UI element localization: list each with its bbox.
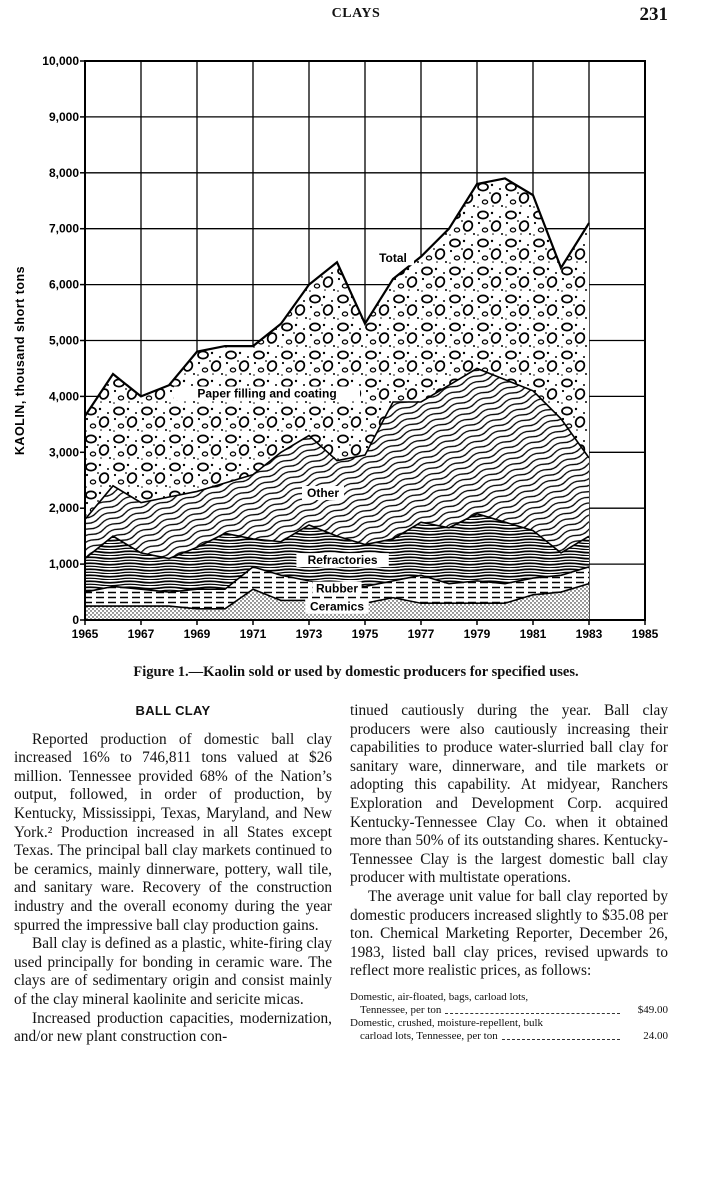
label-rubber: Rubber: [316, 581, 358, 596]
x-tick-label: 1985: [631, 627, 659, 641]
leader-dots: [502, 1030, 620, 1040]
y-tick-label: 3,000: [48, 445, 79, 460]
y-tick-label: 8,000: [48, 165, 79, 180]
paragraph: Increased production capacities, modernization, and/or new plant construction con-: [14, 1009, 332, 1046]
section-heading: BALL CLAY: [135, 703, 211, 718]
x-tick-label: 1967: [127, 627, 155, 641]
x-tick-label: 1965: [71, 627, 99, 641]
x-tick-label: 1973: [295, 627, 323, 641]
price-desc-line1: Domestic, crushed, moisture-repellent, bulk: [350, 1016, 544, 1029]
y-tick-label: 6,000: [48, 277, 79, 292]
y-tick-labels: [42, 54, 79, 627]
leader-dots: [445, 1004, 620, 1014]
label-total: Total: [379, 251, 407, 266]
price-list: [350, 991, 668, 1043]
running-title: CLAYS: [331, 6, 381, 21]
label-other: Other: [306, 486, 340, 501]
x-tick-label: 1969: [183, 627, 211, 641]
paragraph: tinued cautiously during the year. Ball clay producers were also cautiously increasing their capabilities to produce water-slurried ball clay for sanitary ware, dinnerware, and tile markets or adopting this capability. At midyear, Ranchers Exploration and Development Corp. acquired Kentucky-Tennessee Clay Co. when it obtained more than 50% of its outstanding shares. Kentucky-Tennessee Clay is the largest domestic ball clay producer with multistate operations.: [350, 702, 668, 887]
y-tick-label: 2,000: [48, 501, 79, 516]
x-tick-label: 1977: [407, 627, 435, 641]
x-tick-labels: [72, 627, 659, 641]
page-number: 231: [639, 4, 668, 25]
y-tick-label: 10,000: [42, 54, 79, 68]
label-paper-filling: Paper filling and coating: [197, 386, 337, 401]
price-value: $49.00: [637, 1003, 668, 1016]
price-item: [350, 1017, 668, 1043]
y-tick-label: 0: [72, 613, 79, 627]
label-ceramics: Ceramics: [309, 599, 365, 614]
paragraph: Reported production of domestic ball clay increased 16% to 746,811 tons valued at $26 million. Tennessee provided 68% of the Nation’s output, followed, in order of production, by Kentucky, Mississippi, Texas, Maryland, and New York.² Production increased in all States except Texas. The principal ball clay markets continued to be ceramics, mainly dinnerware, pottery, wall tile, and sanitary ware. Recovery of the construction industry and the overall economy during the year spurred the impressive ball clay production gains.: [14, 730, 332, 934]
label-refractories: Refractories: [307, 553, 378, 568]
figure-caption: Figure 1.—Kaolin sold or used by domestic producers for specified uses.: [133, 664, 579, 680]
paragraph: The average unit value for ball clay reported by domestic producers increased slightly to $35.08 per ton. Chemical Marketing Reporter, December 26, 1983, listed ball clay prices, revised upwards to reflect more realistic prices, as follows:: [350, 887, 668, 980]
price-item: [350, 991, 668, 1017]
y-tick-label: 7,000: [48, 221, 79, 236]
y-axis-label: KAOLIN, thousand short tons: [13, 265, 27, 456]
y-tick-label: 5,000: [48, 333, 79, 348]
x-tick-label: 1975: [351, 627, 379, 641]
price-value: 24.00: [643, 1029, 668, 1042]
price-desc-line2: Tennessee, per ton: [360, 1003, 442, 1016]
x-tick-label: 1983: [575, 627, 603, 641]
y-tick-label: 4,000: [48, 389, 79, 404]
x-tick-label: 1979: [463, 627, 491, 641]
y-tick-label: 1,000: [48, 557, 79, 572]
y-tick-label: 9,000: [48, 109, 79, 124]
x-tick-label: 1971: [239, 627, 267, 641]
right-column: [350, 702, 668, 1043]
price-desc-line1: Domestic, air-floated, bags, carload lots,: [350, 990, 529, 1003]
x-tick-label: 1981: [519, 627, 547, 641]
paragraph: Ball clay is defined as a plastic, white-firing clay used principally for bonding in ceramic ware. The clays are of sedimentary origin and consist mainly of the clay mineral kaolinite and sericite micas.: [14, 935, 332, 1008]
price-desc-line2: carload lots, Tennessee, per ton: [360, 1029, 498, 1042]
left-column: [14, 702, 332, 1047]
running-head: [0, 4, 712, 26]
kaolin-area-chart: [0, 40, 712, 650]
